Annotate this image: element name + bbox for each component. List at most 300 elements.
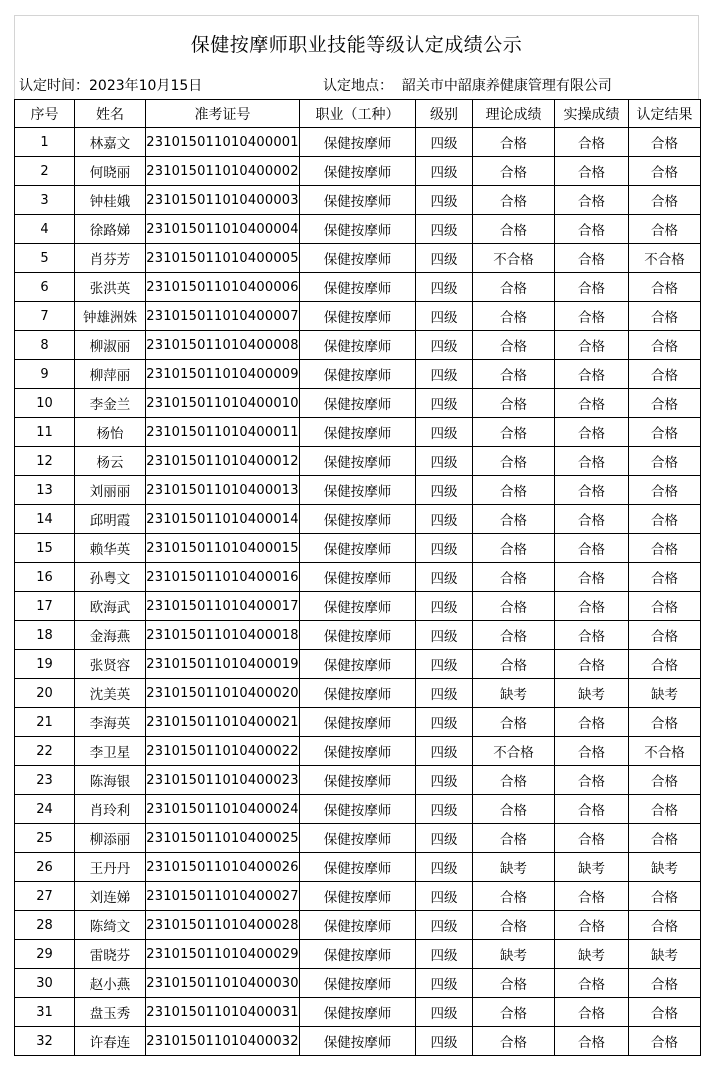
row-practical-score: 合格 xyxy=(555,563,629,592)
row-occupation: 保健按摩师 xyxy=(300,940,416,969)
row-name: 许春连 xyxy=(75,1027,146,1056)
row-practical-score: 缺考 xyxy=(555,853,629,882)
row-practical-score: 合格 xyxy=(555,215,629,244)
row-seq: 28 xyxy=(15,911,75,940)
row-practical-score: 合格 xyxy=(555,186,629,215)
row-seq: 18 xyxy=(15,621,75,650)
row-name: 刘丽丽 xyxy=(75,476,146,505)
row-occupation: 保健按摩师 xyxy=(300,882,416,911)
row-seq: 8 xyxy=(15,331,75,360)
row-result: 合格 xyxy=(629,534,701,563)
row-result: 合格 xyxy=(629,969,701,998)
row-name: 钟雄洲姝 xyxy=(75,302,146,331)
table-row xyxy=(15,302,701,331)
row-level: 四级 xyxy=(416,853,473,882)
row-ticket-number: 231015011010400024 xyxy=(146,795,300,824)
row-occupation: 保健按摩师 xyxy=(300,389,416,418)
row-level: 四级 xyxy=(416,447,473,476)
assessment-place-value: 韶关市中韶康养健康管理有限公司 xyxy=(401,78,612,94)
table-row xyxy=(15,273,701,302)
row-practical-score: 合格 xyxy=(555,302,629,331)
row-ticket-number: 231015011010400002 xyxy=(146,157,300,186)
table-row xyxy=(15,215,701,244)
row-ticket-number: 231015011010400026 xyxy=(146,853,300,882)
header-cell-theory: 理论成绩 xyxy=(473,100,555,128)
row-seq: 30 xyxy=(15,969,75,998)
row-name: 邱明霞 xyxy=(75,505,146,534)
row-ticket-number: 231015011010400015 xyxy=(146,534,300,563)
row-seq: 16 xyxy=(15,563,75,592)
row-practical-score: 合格 xyxy=(555,476,629,505)
row-ticket-number: 231015011010400001 xyxy=(146,128,300,157)
row-practical-score: 合格 xyxy=(555,389,629,418)
row-practical-score: 合格 xyxy=(555,1027,629,1056)
row-occupation: 保健按摩师 xyxy=(300,592,416,621)
row-name: 王丹丹 xyxy=(75,853,146,882)
results-notice-sheet xyxy=(14,15,699,1056)
row-level: 四级 xyxy=(416,824,473,853)
row-level: 四级 xyxy=(416,998,473,1027)
row-level: 四级 xyxy=(416,563,473,592)
row-occupation: 保健按摩师 xyxy=(300,737,416,766)
row-level: 四级 xyxy=(416,708,473,737)
row-name: 肖玲利 xyxy=(75,795,146,824)
row-occupation: 保健按摩师 xyxy=(300,128,416,157)
row-practical-score: 合格 xyxy=(555,824,629,853)
row-name: 赵小燕 xyxy=(75,969,146,998)
row-occupation: 保健按摩师 xyxy=(300,708,416,737)
row-seq: 26 xyxy=(15,853,75,882)
row-occupation: 保健按摩师 xyxy=(300,360,416,389)
row-level: 四级 xyxy=(416,1027,473,1056)
row-practical-score: 合格 xyxy=(555,505,629,534)
row-ticket-number: 231015011010400018 xyxy=(146,621,300,650)
row-ticket-number: 231015011010400027 xyxy=(146,882,300,911)
row-name: 张贤容 xyxy=(75,650,146,679)
row-name: 陈绮文 xyxy=(75,911,146,940)
table-row xyxy=(15,998,701,1027)
row-seq: 12 xyxy=(15,447,75,476)
row-ticket-number: 231015011010400003 xyxy=(146,186,300,215)
table-row xyxy=(15,911,701,940)
row-practical-score: 合格 xyxy=(555,998,629,1027)
row-result: 合格 xyxy=(629,360,701,389)
row-practical-score: 合格 xyxy=(555,244,629,273)
row-occupation: 保健按摩师 xyxy=(300,418,416,447)
row-seq: 20 xyxy=(15,679,75,708)
row-name: 李海英 xyxy=(75,708,146,737)
row-occupation: 保健按摩师 xyxy=(300,302,416,331)
row-name: 杨怡 xyxy=(75,418,146,447)
row-ticket-number: 231015011010400030 xyxy=(146,969,300,998)
assessment-date: 认定时间：2023年10月15日 xyxy=(19,78,203,94)
row-seq: 31 xyxy=(15,998,75,1027)
row-result: 缺考 xyxy=(629,853,701,882)
row-occupation: 保健按摩师 xyxy=(300,650,416,679)
row-practical-score: 合格 xyxy=(555,621,629,650)
row-theory-score: 合格 xyxy=(473,824,555,853)
row-theory-score: 合格 xyxy=(473,447,555,476)
row-theory-score: 合格 xyxy=(473,911,555,940)
row-result: 合格 xyxy=(629,418,701,447)
row-theory-score: 合格 xyxy=(473,302,555,331)
table-row xyxy=(15,360,701,389)
row-result: 合格 xyxy=(629,824,701,853)
row-result: 缺考 xyxy=(629,679,701,708)
row-occupation: 保健按摩师 xyxy=(300,911,416,940)
row-ticket-number: 231015011010400008 xyxy=(146,331,300,360)
row-level: 四级 xyxy=(416,737,473,766)
row-ticket-number: 231015011010400010 xyxy=(146,389,300,418)
table-row xyxy=(15,940,701,969)
row-level: 四级 xyxy=(416,476,473,505)
row-result: 合格 xyxy=(629,882,701,911)
row-result: 合格 xyxy=(629,128,701,157)
row-theory-score: 合格 xyxy=(473,273,555,302)
table-row xyxy=(15,766,701,795)
row-occupation: 保健按摩师 xyxy=(300,186,416,215)
row-result: 合格 xyxy=(629,273,701,302)
row-result: 合格 xyxy=(629,389,701,418)
table-row xyxy=(15,853,701,882)
row-ticket-number: 231015011010400013 xyxy=(146,476,300,505)
row-level: 四级 xyxy=(416,940,473,969)
row-name: 孙粤文 xyxy=(75,563,146,592)
row-occupation: 保健按摩师 xyxy=(300,215,416,244)
row-result: 合格 xyxy=(629,766,701,795)
row-level: 四级 xyxy=(416,534,473,563)
row-name: 李金兰 xyxy=(75,389,146,418)
row-level: 四级 xyxy=(416,215,473,244)
row-occupation: 保健按摩师 xyxy=(300,476,416,505)
row-level: 四级 xyxy=(416,621,473,650)
row-result: 合格 xyxy=(629,447,701,476)
table-row xyxy=(15,592,701,621)
row-ticket-number: 231015011010400016 xyxy=(146,563,300,592)
row-practical-score: 合格 xyxy=(555,911,629,940)
row-level: 四级 xyxy=(416,186,473,215)
row-occupation: 保健按摩师 xyxy=(300,969,416,998)
table-row xyxy=(15,534,701,563)
row-occupation: 保健按摩师 xyxy=(300,534,416,563)
row-theory-score: 缺考 xyxy=(473,940,555,969)
row-result: 合格 xyxy=(629,505,701,534)
row-level: 四级 xyxy=(416,505,473,534)
row-practical-score: 合格 xyxy=(555,795,629,824)
row-seq: 22 xyxy=(15,737,75,766)
row-seq: 11 xyxy=(15,418,75,447)
table-row xyxy=(15,824,701,853)
header-cell-ticket: 准考证号 xyxy=(146,100,300,128)
row-result: 合格 xyxy=(629,331,701,360)
row-practical-score: 合格 xyxy=(555,766,629,795)
row-name: 陈海银 xyxy=(75,766,146,795)
row-ticket-number: 231015011010400023 xyxy=(146,766,300,795)
row-practical-score: 合格 xyxy=(555,273,629,302)
row-seq: 1 xyxy=(15,128,75,157)
row-theory-score: 合格 xyxy=(473,882,555,911)
row-level: 四级 xyxy=(416,244,473,273)
table-row xyxy=(15,882,701,911)
row-result: 合格 xyxy=(629,302,701,331)
row-name: 赖华英 xyxy=(75,534,146,563)
row-level: 四级 xyxy=(416,157,473,186)
row-theory-score: 合格 xyxy=(473,592,555,621)
row-result: 合格 xyxy=(629,621,701,650)
row-seq: 32 xyxy=(15,1027,75,1056)
row-name: 欧海武 xyxy=(75,592,146,621)
row-name: 杨云 xyxy=(75,447,146,476)
table-row xyxy=(15,621,701,650)
row-ticket-number: 231015011010400020 xyxy=(146,679,300,708)
row-result: 合格 xyxy=(629,186,701,215)
row-practical-score: 合格 xyxy=(555,418,629,447)
row-theory-score: 合格 xyxy=(473,476,555,505)
row-practical-score: 合格 xyxy=(555,331,629,360)
row-seq: 17 xyxy=(15,592,75,621)
row-ticket-number: 231015011010400006 xyxy=(146,273,300,302)
table-row xyxy=(15,186,701,215)
row-name: 雷晓芬 xyxy=(75,940,146,969)
table-row xyxy=(15,505,701,534)
row-result: 合格 xyxy=(629,592,701,621)
row-seq: 25 xyxy=(15,824,75,853)
row-seq: 4 xyxy=(15,215,75,244)
row-level: 四级 xyxy=(416,360,473,389)
row-seq: 21 xyxy=(15,708,75,737)
row-level: 四级 xyxy=(416,331,473,360)
row-ticket-number: 231015011010400032 xyxy=(146,1027,300,1056)
table-row xyxy=(15,418,701,447)
row-seq: 19 xyxy=(15,650,75,679)
row-theory-score: 合格 xyxy=(473,534,555,563)
row-ticket-number: 231015011010400005 xyxy=(146,244,300,273)
row-result: 合格 xyxy=(629,795,701,824)
row-seq: 6 xyxy=(15,273,75,302)
row-ticket-number: 231015011010400004 xyxy=(146,215,300,244)
row-theory-score: 合格 xyxy=(473,389,555,418)
row-occupation: 保健按摩师 xyxy=(300,998,416,1027)
row-level: 四级 xyxy=(416,795,473,824)
row-ticket-number: 231015011010400009 xyxy=(146,360,300,389)
row-occupation: 保健按摩师 xyxy=(300,766,416,795)
row-theory-score: 合格 xyxy=(473,969,555,998)
row-name: 柳淑丽 xyxy=(75,331,146,360)
row-occupation: 保健按摩师 xyxy=(300,447,416,476)
row-practical-score: 合格 xyxy=(555,969,629,998)
row-occupation: 保健按摩师 xyxy=(300,273,416,302)
header-cell-level: 级别 xyxy=(416,100,473,128)
row-ticket-number: 231015011010400029 xyxy=(146,940,300,969)
row-practical-score: 合格 xyxy=(555,592,629,621)
row-result: 合格 xyxy=(629,563,701,592)
table-row xyxy=(15,476,701,505)
row-occupation: 保健按摩师 xyxy=(300,1027,416,1056)
row-level: 四级 xyxy=(416,766,473,795)
row-seq: 10 xyxy=(15,389,75,418)
table-row xyxy=(15,128,701,157)
row-theory-score: 合格 xyxy=(473,998,555,1027)
row-ticket-number: 231015011010400031 xyxy=(146,998,300,1027)
row-occupation: 保健按摩师 xyxy=(300,157,416,186)
row-result: 合格 xyxy=(629,215,701,244)
row-ticket-number: 231015011010400021 xyxy=(146,708,300,737)
row-occupation: 保健按摩师 xyxy=(300,621,416,650)
row-name: 徐路娣 xyxy=(75,215,146,244)
row-theory-score: 合格 xyxy=(473,708,555,737)
row-seq: 27 xyxy=(15,882,75,911)
row-result: 合格 xyxy=(629,708,701,737)
row-result: 合格 xyxy=(629,476,701,505)
table-row xyxy=(15,447,701,476)
header-cell-result: 认定结果 xyxy=(629,100,701,128)
row-practical-score: 合格 xyxy=(555,128,629,157)
row-seq: 9 xyxy=(15,360,75,389)
table-row xyxy=(15,244,701,273)
document-title: 保健按摩师职业技能等级认定成绩公示 xyxy=(14,15,699,71)
row-result: 缺考 xyxy=(629,940,701,969)
row-name: 沈美英 xyxy=(75,679,146,708)
assessment-place xyxy=(323,75,612,95)
row-theory-score: 合格 xyxy=(473,766,555,795)
row-theory-score: 合格 xyxy=(473,157,555,186)
row-theory-score: 不合格 xyxy=(473,244,555,273)
row-name: 何晓丽 xyxy=(75,157,146,186)
row-seq: 23 xyxy=(15,766,75,795)
row-level: 四级 xyxy=(416,302,473,331)
row-seq: 3 xyxy=(15,186,75,215)
row-practical-score: 合格 xyxy=(555,157,629,186)
row-occupation: 保健按摩师 xyxy=(300,679,416,708)
row-ticket-number: 231015011010400011 xyxy=(146,418,300,447)
table-header-row xyxy=(15,100,701,128)
results-table xyxy=(14,99,701,1056)
row-practical-score: 合格 xyxy=(555,708,629,737)
row-name: 林嘉文 xyxy=(75,128,146,157)
row-practical-score: 合格 xyxy=(555,447,629,476)
table-row xyxy=(15,969,701,998)
row-occupation: 保健按摩师 xyxy=(300,331,416,360)
row-theory-score: 合格 xyxy=(473,795,555,824)
row-result: 合格 xyxy=(629,911,701,940)
row-name: 金海燕 xyxy=(75,621,146,650)
row-level: 四级 xyxy=(416,969,473,998)
row-practical-score: 合格 xyxy=(555,534,629,563)
info-row xyxy=(14,71,699,99)
row-theory-score: 合格 xyxy=(473,621,555,650)
table-row xyxy=(15,650,701,679)
row-name: 刘连娣 xyxy=(75,882,146,911)
row-level: 四级 xyxy=(416,389,473,418)
header-cell-practical: 实操成绩 xyxy=(555,100,629,128)
row-occupation: 保健按摩师 xyxy=(300,824,416,853)
row-theory-score: 合格 xyxy=(473,215,555,244)
table-row xyxy=(15,389,701,418)
row-occupation: 保健按摩师 xyxy=(300,244,416,273)
row-seq: 5 xyxy=(15,244,75,273)
row-name: 肖芬芳 xyxy=(75,244,146,273)
row-result: 合格 xyxy=(629,650,701,679)
row-theory-score: 合格 xyxy=(473,563,555,592)
header-cell-seq: 序号 xyxy=(15,100,75,128)
row-level: 四级 xyxy=(416,650,473,679)
table-row xyxy=(15,679,701,708)
row-seq: 29 xyxy=(15,940,75,969)
row-seq: 15 xyxy=(15,534,75,563)
row-seq: 13 xyxy=(15,476,75,505)
row-level: 四级 xyxy=(416,592,473,621)
row-name: 张洪英 xyxy=(75,273,146,302)
row-seq: 7 xyxy=(15,302,75,331)
row-practical-score: 合格 xyxy=(555,737,629,766)
row-name: 柳萍丽 xyxy=(75,360,146,389)
row-occupation: 保健按摩师 xyxy=(300,505,416,534)
row-theory-score: 合格 xyxy=(473,650,555,679)
row-result: 不合格 xyxy=(629,737,701,766)
table-row xyxy=(15,708,701,737)
row-level: 四级 xyxy=(416,679,473,708)
table-row xyxy=(15,563,701,592)
row-name: 李卫星 xyxy=(75,737,146,766)
table-row xyxy=(15,737,701,766)
table-body xyxy=(15,128,701,1056)
row-ticket-number: 231015011010400025 xyxy=(146,824,300,853)
row-theory-score: 合格 xyxy=(473,186,555,215)
row-level: 四级 xyxy=(416,882,473,911)
row-level: 四级 xyxy=(416,911,473,940)
row-practical-score: 缺考 xyxy=(555,940,629,969)
row-theory-score: 合格 xyxy=(473,360,555,389)
header-cell-name: 姓名 xyxy=(75,100,146,128)
table-row xyxy=(15,795,701,824)
row-level: 四级 xyxy=(416,128,473,157)
row-theory-score: 合格 xyxy=(473,331,555,360)
row-ticket-number: 231015011010400014 xyxy=(146,505,300,534)
row-seq: 24 xyxy=(15,795,75,824)
row-practical-score: 缺考 xyxy=(555,679,629,708)
row-occupation: 保健按摩师 xyxy=(300,853,416,882)
row-result: 合格 xyxy=(629,998,701,1027)
row-theory-score: 合格 xyxy=(473,1027,555,1056)
row-practical-score: 合格 xyxy=(555,360,629,389)
row-theory-score: 合格 xyxy=(473,418,555,447)
assessment-place-label: 认定地点： xyxy=(323,78,393,94)
row-seq: 14 xyxy=(15,505,75,534)
row-level: 四级 xyxy=(416,273,473,302)
row-theory-score: 不合格 xyxy=(473,737,555,766)
row-ticket-number: 231015011010400012 xyxy=(146,447,300,476)
row-seq: 2 xyxy=(15,157,75,186)
row-name: 盘玉秀 xyxy=(75,998,146,1027)
row-ticket-number: 231015011010400028 xyxy=(146,911,300,940)
row-ticket-number: 231015011010400019 xyxy=(146,650,300,679)
row-ticket-number: 231015011010400017 xyxy=(146,592,300,621)
row-ticket-number: 231015011010400007 xyxy=(146,302,300,331)
row-theory-score: 合格 xyxy=(473,128,555,157)
row-ticket-number: 231015011010400022 xyxy=(146,737,300,766)
row-level: 四级 xyxy=(416,418,473,447)
row-practical-score: 合格 xyxy=(555,882,629,911)
row-name: 钟桂娥 xyxy=(75,186,146,215)
header-cell-occupation: 职业（工种） xyxy=(300,100,416,128)
table-row xyxy=(15,331,701,360)
row-result: 合格 xyxy=(629,157,701,186)
row-practical-score: 合格 xyxy=(555,650,629,679)
row-result: 合格 xyxy=(629,1027,701,1056)
row-theory-score: 缺考 xyxy=(473,853,555,882)
row-result: 不合格 xyxy=(629,244,701,273)
row-theory-score: 缺考 xyxy=(473,679,555,708)
